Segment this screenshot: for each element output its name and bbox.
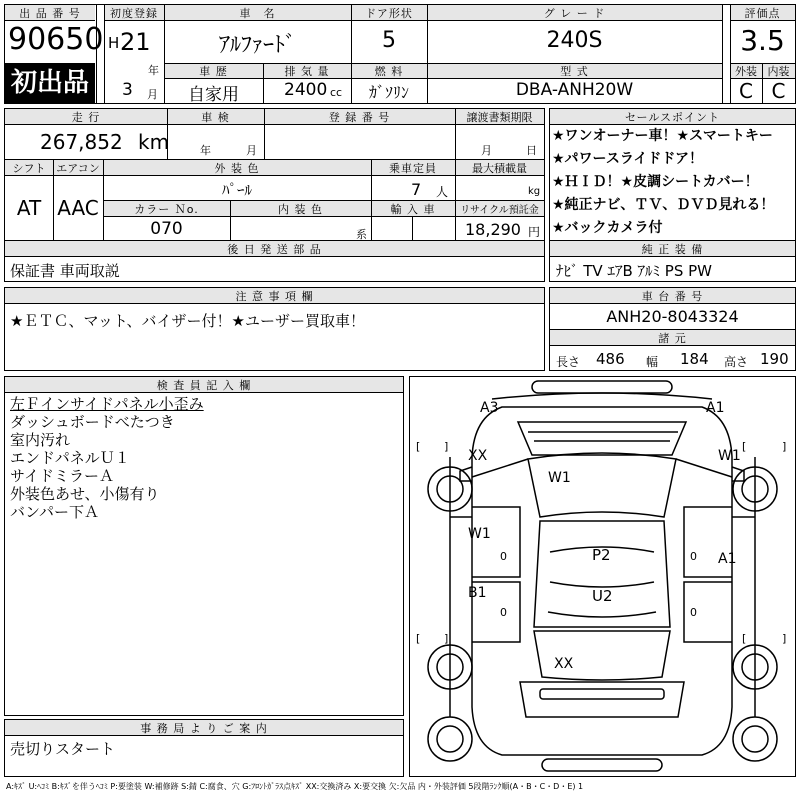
bracket-mark: ] <box>444 440 449 453</box>
month-unit: 月 <box>147 88 158 101</box>
mileage: 267,852 <box>40 130 123 154</box>
height: 190 <box>760 350 789 368</box>
inspector-label: 検 査 員 記 入 欄 <box>156 379 252 392</box>
damage-mark: U2 <box>592 587 613 605</box>
displacement-label: 排 気 量 <box>284 65 330 78</box>
notes-label: 注 意 事 項 欄 <box>235 290 314 303</box>
history-label: 車 歴 <box>199 65 228 78</box>
damage-mark: W1 <box>468 526 491 542</box>
year-unit: 年 <box>148 64 159 77</box>
mileage-unit: km <box>138 130 170 154</box>
score: 3.5 <box>740 24 785 57</box>
era: H <box>108 34 120 52</box>
transfer-deadline-label: 譲渡書類期限 <box>466 111 533 124</box>
zero-mark: 0 <box>690 550 697 563</box>
legend: A:ｷｽﾞ U:ﾍｺﾐ B:ｷｽﾞを伴うﾍｺﾐ P:要塗装 W:補修跡 S:錆 C:腐食、穴 G:ﾌﾛﾝﾄｶﾞﾗｽ点ｷｽﾞ XX:交換済み X:要交換 欠:欠品 内・外装評価 5段階ﾗﾝｸ順(A・B・C・D・E) 1 <box>6 782 584 791</box>
exterior-label: 外装 <box>735 65 757 78</box>
bracket-mark: ] <box>782 440 787 453</box>
first-registration-label: 初度登録 <box>110 7 158 20</box>
exterior-grade: C <box>739 79 753 103</box>
door-type-label: ドア形状 <box>365 7 413 20</box>
car-name: ｱﾙﾌｧｰﾄﾞ <box>218 33 296 58</box>
displacement-unit: cc <box>330 86 343 99</box>
exterior-color: ﾊﾟｰﾙ <box>221 181 252 199</box>
inspector-note: バンパー下Ａ <box>10 503 99 521</box>
sales-point: ★バックカメラ付 <box>552 220 663 236</box>
damage-mark: XX <box>554 656 574 672</box>
model-code-label: 型 式 <box>560 65 589 78</box>
grade-label: グ レ ー ド <box>543 7 606 20</box>
chassis-label: 車 台 番 号 <box>641 290 704 303</box>
transfer-day-unit: 日 <box>526 144 537 157</box>
max-load-label: 最大積載量 <box>472 162 527 175</box>
bracket-mark: ] <box>782 632 787 645</box>
capacity: 7 <box>411 180 422 199</box>
parts-to-ship: 保証書 車両取説 <box>10 262 120 280</box>
sales-point: ★パワースライドドア！ <box>552 151 704 167</box>
sales-point: ★純正ナビ、ＴＶ、ＤＶＤ見れる！ <box>552 197 775 213</box>
air-conditioner: AAC <box>57 196 99 220</box>
parts-label: 後 日 発 送 部 品 <box>227 243 322 256</box>
max-load-unit: kg <box>528 186 541 197</box>
damage-mark: A3 <box>480 400 499 416</box>
bracket-mark: [ <box>742 440 747 453</box>
notes-text: ★ＥＴＣ、マット、バイザー付！★ユーザー買取車！ <box>10 312 365 330</box>
color-number: 070 <box>150 219 183 239</box>
length: 486 <box>596 350 625 368</box>
import-label: 輸 入 車 <box>390 203 436 216</box>
bracket-mark: ] <box>444 632 449 645</box>
width: 184 <box>680 350 709 368</box>
sales-point: ★ＨＩＤ！★皮調シートカバー！ <box>552 174 759 190</box>
inspector-note: 左Ｆインサイドパネル小歪み <box>10 395 204 413</box>
registration-year: 21 <box>120 28 151 56</box>
damage-mark: XX <box>468 448 488 464</box>
lot-number: 90650 <box>8 22 104 57</box>
displacement: 2400 <box>284 80 328 100</box>
zero-mark: 0 <box>500 550 507 563</box>
interior-grade: C <box>771 79 786 103</box>
exterior-color-label: 外 装 色 <box>214 162 260 175</box>
shift: AT <box>16 196 42 220</box>
first-listing-badge: 初出品 <box>5 64 95 103</box>
sales-point: ★ワンオーナー車！★スマートキー <box>552 128 773 144</box>
recycle-unit: 円 <box>528 225 541 239</box>
capacity-label: 乗車定員 <box>389 162 437 175</box>
mileage-label: 走 行 <box>71 111 101 124</box>
interior-color-label: 内 装 色 <box>278 203 323 216</box>
damage-mark: W1 <box>548 470 571 486</box>
grade: 240S <box>546 28 603 53</box>
damage-mark: A1 <box>706 400 725 416</box>
fuel-label: 燃 料 <box>374 65 404 78</box>
damage-mark: B1 <box>468 585 487 601</box>
office-label: 事 務 局 よ り ご 案 内 <box>140 722 268 735</box>
capacity-unit: 人 <box>436 185 449 199</box>
transfer-month-unit: 月 <box>481 144 492 157</box>
score-label: 評価点 <box>744 7 781 20</box>
inspection-month-unit: 月 <box>246 144 257 157</box>
color-number-label: カラー Ｎo. <box>134 203 199 216</box>
bracket-mark: [ <box>742 632 747 645</box>
specs-label: 諸 元 <box>658 332 687 345</box>
bracket-mark: [ <box>416 440 421 453</box>
ac-label: エアコン <box>56 162 100 175</box>
interior-color-unit: 系 <box>356 228 367 241</box>
lot-number-label: 出 品 番 号 <box>19 7 81 20</box>
model-code: DBA-ANH20W <box>515 80 634 100</box>
door-count: 5 <box>382 28 396 53</box>
inspector-note: サイドミラーＡ <box>10 467 114 485</box>
recycle-label: リサイクル預託金 <box>460 205 539 216</box>
recycle-fee: 18,290 <box>465 220 521 239</box>
registration-number-label: 登 録 番 号 <box>328 111 391 124</box>
inspector-note: ダッシュボードべたつき <box>10 413 175 431</box>
fuel: ｶﾞｿﾘﾝ <box>368 83 409 102</box>
equipment: ﾅﾋﾞ TV ｴｱB ｱﾙﾐ PS PW <box>556 262 712 280</box>
chassis-number: ANH20-8043324 <box>606 307 739 326</box>
inspector-note: 室内汚れ <box>10 431 71 449</box>
damage-mark: P2 <box>592 546 611 564</box>
interior-label: 内装 <box>767 65 790 78</box>
inspector-note: 外装色あせ、小傷有り <box>10 485 160 503</box>
height-label: 高さ <box>724 355 749 369</box>
damage-mark: W1 <box>718 448 741 464</box>
zero-mark: 0 <box>690 606 697 619</box>
inspector-note: エンドパネルＵ１ <box>10 449 130 467</box>
registration-month: 3 <box>122 80 133 100</box>
history: 自家用 <box>188 85 239 105</box>
office-text: 売切りスタート <box>10 740 116 758</box>
length-label: 長さ <box>556 355 581 369</box>
inspection-year-unit: 年 <box>200 144 211 157</box>
sales-points-label: セールスポイント <box>624 111 720 124</box>
bracket-mark: [ <box>416 632 421 645</box>
car-diagram <box>410 377 795 776</box>
zero-mark: 0 <box>500 606 507 619</box>
car-name-label: 車 名 <box>239 7 276 20</box>
inspection-label: 車 検 <box>201 111 230 124</box>
equipment-label: 純 正 装 備 <box>641 243 704 256</box>
damage-mark: A1 <box>718 551 737 567</box>
shift-label: シフト <box>12 162 46 175</box>
width-label: 幅 <box>646 355 659 369</box>
